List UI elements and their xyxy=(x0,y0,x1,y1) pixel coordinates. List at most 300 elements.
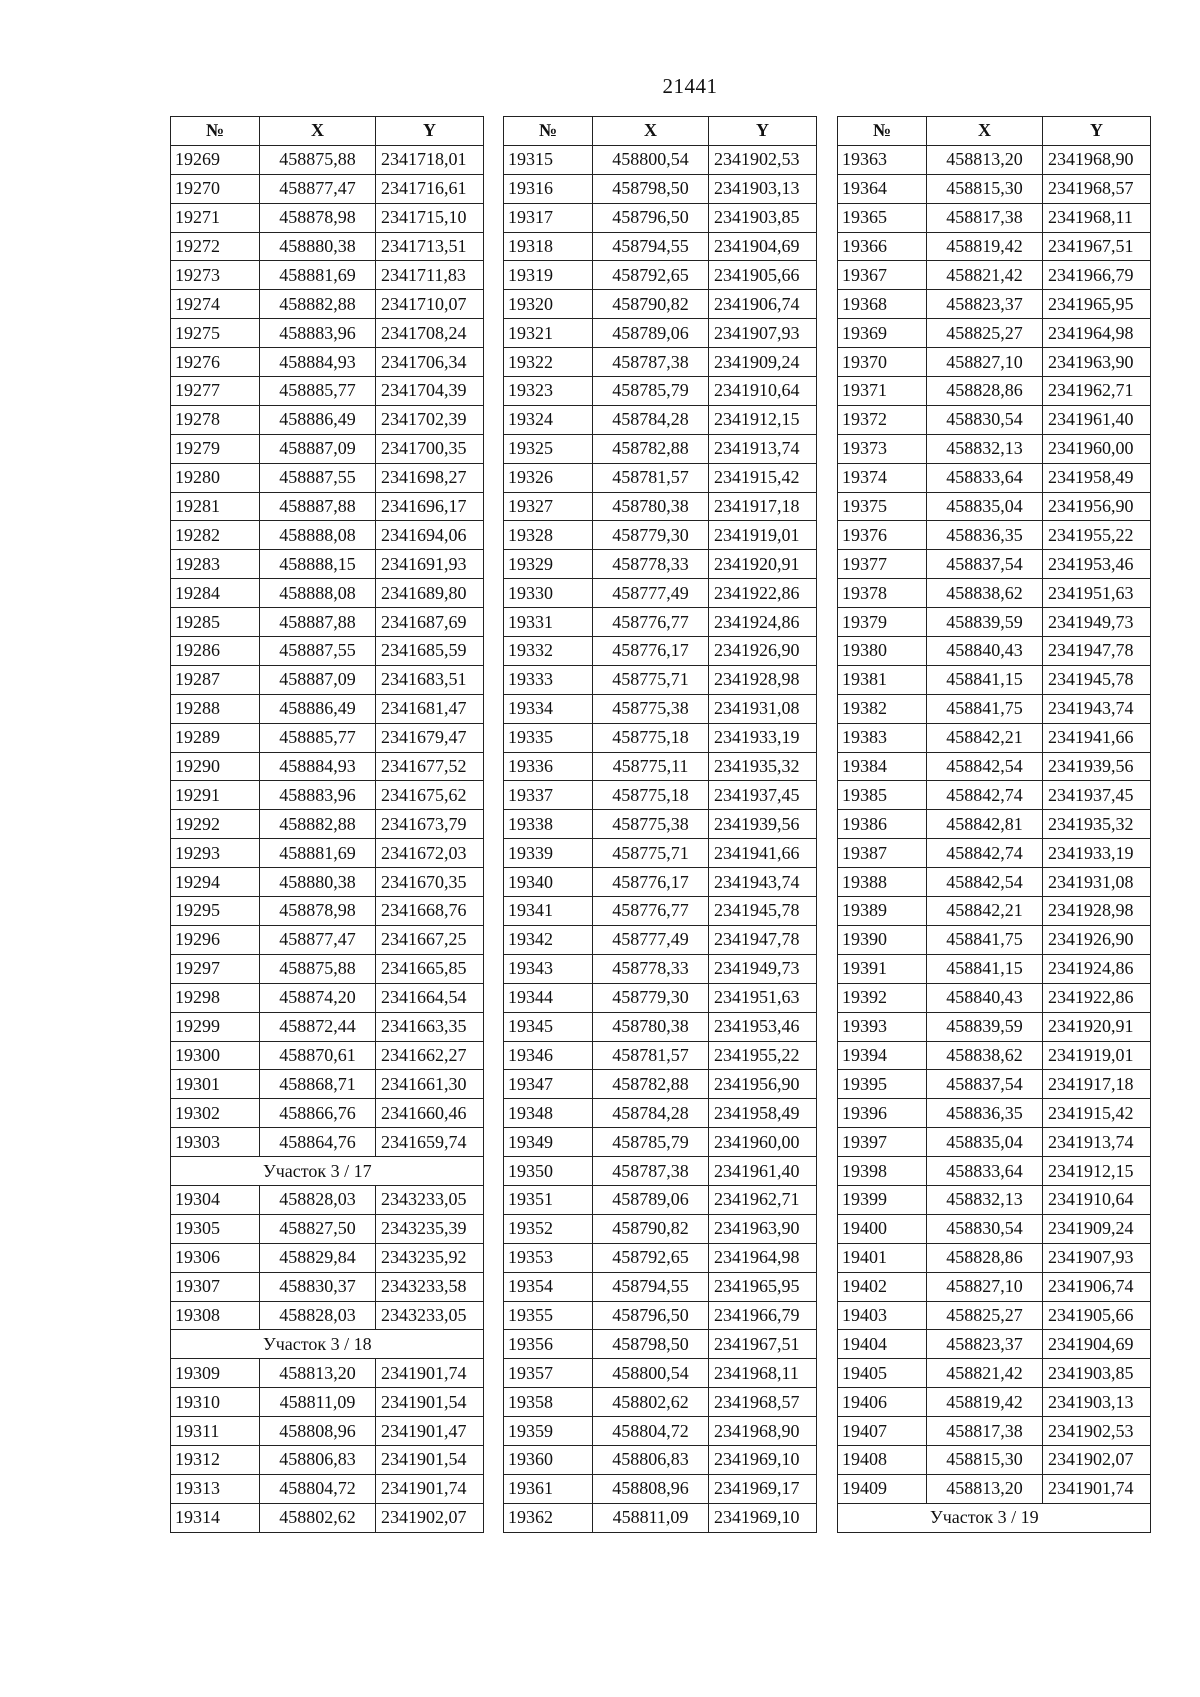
y-coordinate: 2341902,53 xyxy=(709,145,817,174)
table-row xyxy=(838,492,1151,521)
x-coordinate: 458888,08 xyxy=(260,579,376,608)
x-coordinate: 458842,81 xyxy=(927,810,1043,839)
y-coordinate: 2341953,46 xyxy=(709,1012,817,1041)
table-row xyxy=(171,1128,484,1157)
x-coordinate: 458842,54 xyxy=(927,868,1043,897)
point-number: 19272 xyxy=(171,232,260,261)
y-coordinate: 2341902,07 xyxy=(1043,1445,1151,1474)
table-row xyxy=(838,1157,1151,1186)
x-coordinate: 458827,10 xyxy=(927,1272,1043,1301)
y-coordinate: 2341924,86 xyxy=(1043,954,1151,983)
point-number: 19341 xyxy=(504,897,593,926)
x-coordinate: 458787,38 xyxy=(593,1157,709,1186)
point-number: 19284 xyxy=(171,579,260,608)
y-coordinate: 2341935,32 xyxy=(709,752,817,781)
point-number: 19295 xyxy=(171,897,260,926)
x-coordinate: 458837,54 xyxy=(927,550,1043,579)
x-coordinate: 458886,49 xyxy=(260,694,376,723)
table-row xyxy=(838,1185,1151,1214)
point-number: 19301 xyxy=(171,1070,260,1099)
y-coordinate: 2341922,86 xyxy=(1043,983,1151,1012)
point-number: 19280 xyxy=(171,463,260,492)
y-coordinate: 2341920,91 xyxy=(709,550,817,579)
table-row xyxy=(504,637,817,666)
x-coordinate: 458798,50 xyxy=(593,174,709,203)
point-number: 19302 xyxy=(171,1099,260,1128)
point-number: 19287 xyxy=(171,665,260,694)
x-coordinate: 458880,38 xyxy=(260,868,376,897)
x-coordinate: 458790,82 xyxy=(593,1214,709,1243)
point-number: 19308 xyxy=(171,1301,260,1330)
table-row xyxy=(171,550,484,579)
point-number: 19278 xyxy=(171,405,260,434)
x-coordinate: 458887,88 xyxy=(260,608,376,637)
y-coordinate: 2341956,90 xyxy=(1043,492,1151,521)
point-number: 19408 xyxy=(838,1445,927,1474)
table-row xyxy=(838,608,1151,637)
y-coordinate: 2341905,66 xyxy=(1043,1301,1151,1330)
point-number: 19319 xyxy=(504,261,593,290)
table-row xyxy=(504,1243,817,1272)
x-coordinate: 458794,55 xyxy=(593,232,709,261)
x-coordinate: 458842,21 xyxy=(927,897,1043,926)
y-coordinate: 2341912,15 xyxy=(1043,1157,1151,1186)
header-x: X xyxy=(927,117,1043,146)
y-coordinate: 2341901,47 xyxy=(376,1417,484,1446)
y-coordinate: 2341967,51 xyxy=(1043,232,1151,261)
y-coordinate: 2343235,92 xyxy=(376,1243,484,1272)
y-coordinate: 2341702,39 xyxy=(376,405,484,434)
point-number: 19355 xyxy=(504,1301,593,1330)
table-row xyxy=(171,405,484,434)
x-coordinate: 458887,88 xyxy=(260,492,376,521)
y-coordinate: 2341679,47 xyxy=(376,723,484,752)
x-coordinate: 458829,84 xyxy=(260,1243,376,1272)
point-number: 19336 xyxy=(504,752,593,781)
point-number: 19313 xyxy=(171,1474,260,1503)
y-coordinate: 2341949,73 xyxy=(709,954,817,983)
point-number: 19386 xyxy=(838,810,927,839)
table-row xyxy=(504,145,817,174)
table-row xyxy=(504,1214,817,1243)
table-row xyxy=(171,463,484,492)
x-coordinate: 458796,50 xyxy=(593,203,709,232)
x-coordinate: 458806,83 xyxy=(260,1445,376,1474)
y-coordinate: 2341969,10 xyxy=(709,1503,817,1532)
point-number: 19331 xyxy=(504,608,593,637)
point-number: 19310 xyxy=(171,1388,260,1417)
y-coordinate: 2341711,83 xyxy=(376,261,484,290)
x-coordinate: 458841,15 xyxy=(927,954,1043,983)
x-coordinate: 458775,71 xyxy=(593,665,709,694)
x-coordinate: 458817,38 xyxy=(927,203,1043,232)
point-number: 19372 xyxy=(838,405,927,434)
coordinates-table-2 xyxy=(503,116,817,1533)
y-coordinate: 2341903,13 xyxy=(1043,1388,1151,1417)
y-coordinate: 2341926,90 xyxy=(1043,925,1151,954)
point-number: 19269 xyxy=(171,145,260,174)
table-row xyxy=(838,897,1151,926)
point-number: 19290 xyxy=(171,752,260,781)
x-coordinate: 458838,62 xyxy=(927,579,1043,608)
table-row xyxy=(838,925,1151,954)
y-coordinate: 2341941,66 xyxy=(1043,723,1151,752)
point-number: 19270 xyxy=(171,174,260,203)
point-number: 19273 xyxy=(171,261,260,290)
y-coordinate: 2341956,90 xyxy=(709,1070,817,1099)
x-coordinate: 458823,37 xyxy=(927,290,1043,319)
x-coordinate: 458875,88 xyxy=(260,145,376,174)
point-number: 19404 xyxy=(838,1330,927,1359)
table-row xyxy=(504,203,817,232)
y-coordinate: 2341901,74 xyxy=(376,1359,484,1388)
point-number: 19407 xyxy=(838,1417,927,1446)
x-coordinate: 458882,88 xyxy=(260,290,376,319)
y-coordinate: 2341931,08 xyxy=(709,694,817,723)
y-coordinate: 2341961,40 xyxy=(1043,405,1151,434)
x-coordinate: 458775,11 xyxy=(593,752,709,781)
table-row xyxy=(504,925,817,954)
section-label: Участок 3 / 18 xyxy=(171,1330,484,1359)
coordinates-table-3 xyxy=(837,116,1151,1533)
table-row xyxy=(171,608,484,637)
point-number: 19281 xyxy=(171,492,260,521)
x-coordinate: 458778,33 xyxy=(593,954,709,983)
x-coordinate: 458782,88 xyxy=(593,434,709,463)
table-row xyxy=(171,348,484,377)
x-coordinate: 458827,10 xyxy=(927,348,1043,377)
table-row xyxy=(838,752,1151,781)
x-coordinate: 458779,30 xyxy=(593,521,709,550)
table-row xyxy=(838,434,1151,463)
point-number: 19306 xyxy=(171,1243,260,1272)
y-coordinate: 2341687,69 xyxy=(376,608,484,637)
table-row xyxy=(504,1272,817,1301)
y-coordinate: 2341969,17 xyxy=(709,1474,817,1503)
point-number: 19305 xyxy=(171,1214,260,1243)
x-coordinate: 458821,42 xyxy=(927,1359,1043,1388)
x-coordinate: 458842,21 xyxy=(927,723,1043,752)
header-number: № xyxy=(504,117,593,146)
point-number: 19324 xyxy=(504,405,593,434)
y-coordinate: 2341902,53 xyxy=(1043,1417,1151,1446)
point-number: 19366 xyxy=(838,232,927,261)
table-row xyxy=(838,868,1151,897)
table-row xyxy=(171,637,484,666)
table-row xyxy=(504,1041,817,1070)
table-row xyxy=(838,232,1151,261)
point-number: 19356 xyxy=(504,1330,593,1359)
x-coordinate: 458887,55 xyxy=(260,463,376,492)
point-number: 19396 xyxy=(838,1099,927,1128)
x-coordinate: 458815,30 xyxy=(927,1445,1043,1474)
table-row xyxy=(171,925,484,954)
x-coordinate: 458830,37 xyxy=(260,1272,376,1301)
table-row xyxy=(171,781,484,810)
y-coordinate: 2341960,00 xyxy=(1043,434,1151,463)
x-coordinate: 458880,38 xyxy=(260,232,376,261)
header-y: Y xyxy=(709,117,817,146)
coordinates-table-1 xyxy=(170,116,484,1533)
point-number: 19373 xyxy=(838,434,927,463)
y-coordinate: 2341910,64 xyxy=(709,377,817,406)
x-coordinate: 458874,20 xyxy=(260,983,376,1012)
x-coordinate: 458827,50 xyxy=(260,1214,376,1243)
table-row xyxy=(171,145,484,174)
y-coordinate: 2341913,74 xyxy=(1043,1128,1151,1157)
table-row xyxy=(171,174,484,203)
y-coordinate: 2341945,78 xyxy=(709,897,817,926)
y-coordinate: 2341943,74 xyxy=(709,868,817,897)
x-coordinate: 458787,38 xyxy=(593,348,709,377)
point-number: 19274 xyxy=(171,290,260,319)
y-coordinate: 2341941,66 xyxy=(709,839,817,868)
point-number: 19325 xyxy=(504,434,593,463)
x-coordinate: 458794,55 xyxy=(593,1272,709,1301)
table-row xyxy=(838,521,1151,550)
y-coordinate: 2341663,35 xyxy=(376,1012,484,1041)
point-number: 19300 xyxy=(171,1041,260,1070)
table-row xyxy=(838,145,1151,174)
y-coordinate: 2341937,45 xyxy=(709,781,817,810)
y-coordinate: 2341917,18 xyxy=(1043,1070,1151,1099)
x-coordinate: 458868,71 xyxy=(260,1070,376,1099)
y-coordinate: 2341710,07 xyxy=(376,290,484,319)
y-coordinate: 2341955,22 xyxy=(709,1041,817,1070)
y-coordinate: 2341903,13 xyxy=(709,174,817,203)
x-coordinate: 458839,59 xyxy=(927,1012,1043,1041)
table-row xyxy=(504,1445,817,1474)
x-coordinate: 458839,59 xyxy=(927,608,1043,637)
x-coordinate: 458837,54 xyxy=(927,1070,1043,1099)
table-row xyxy=(838,261,1151,290)
table-row xyxy=(838,781,1151,810)
table-row xyxy=(504,1185,817,1214)
header-y: Y xyxy=(376,117,484,146)
point-number: 19406 xyxy=(838,1388,927,1417)
y-coordinate: 2341924,86 xyxy=(709,608,817,637)
point-number: 19360 xyxy=(504,1445,593,1474)
y-coordinate: 2341933,19 xyxy=(1043,839,1151,868)
x-coordinate: 458819,42 xyxy=(927,232,1043,261)
x-coordinate: 458828,86 xyxy=(927,377,1043,406)
x-coordinate: 458825,27 xyxy=(927,319,1043,348)
y-coordinate: 2341904,69 xyxy=(1043,1330,1151,1359)
point-number: 19367 xyxy=(838,261,927,290)
x-coordinate: 458888,15 xyxy=(260,550,376,579)
x-coordinate: 458882,88 xyxy=(260,810,376,839)
x-coordinate: 458780,38 xyxy=(593,1012,709,1041)
table-row xyxy=(171,203,484,232)
x-coordinate: 458887,09 xyxy=(260,665,376,694)
y-coordinate: 2341968,57 xyxy=(1043,174,1151,203)
y-coordinate: 2341694,06 xyxy=(376,521,484,550)
table-row xyxy=(171,434,484,463)
x-coordinate: 458781,57 xyxy=(593,463,709,492)
x-coordinate: 458785,79 xyxy=(593,377,709,406)
table-row xyxy=(504,550,817,579)
y-coordinate: 2341685,59 xyxy=(376,637,484,666)
x-coordinate: 458819,42 xyxy=(927,1388,1043,1417)
y-coordinate: 2341912,15 xyxy=(709,405,817,434)
table-row xyxy=(504,579,817,608)
point-number: 19384 xyxy=(838,752,927,781)
point-number: 19314 xyxy=(171,1503,260,1532)
y-coordinate: 2341700,35 xyxy=(376,434,484,463)
point-number: 19337 xyxy=(504,781,593,810)
y-coordinate: 2341901,74 xyxy=(376,1474,484,1503)
y-coordinate: 2341933,19 xyxy=(709,723,817,752)
y-coordinate: 2341937,45 xyxy=(1043,781,1151,810)
point-number: 19347 xyxy=(504,1070,593,1099)
x-coordinate: 458778,33 xyxy=(593,550,709,579)
table-row xyxy=(838,1330,1151,1359)
x-coordinate: 458784,28 xyxy=(593,1099,709,1128)
y-coordinate: 2341683,51 xyxy=(376,665,484,694)
table-row xyxy=(171,723,484,752)
y-coordinate: 2341958,49 xyxy=(709,1099,817,1128)
table-row xyxy=(171,665,484,694)
point-number: 19322 xyxy=(504,348,593,377)
header-y: Y xyxy=(1043,117,1151,146)
y-coordinate: 2341968,57 xyxy=(709,1388,817,1417)
table-row xyxy=(171,1503,484,1532)
y-coordinate: 2341966,79 xyxy=(1043,261,1151,290)
x-coordinate: 458811,09 xyxy=(593,1503,709,1532)
point-number: 19299 xyxy=(171,1012,260,1041)
y-coordinate: 2341661,30 xyxy=(376,1070,484,1099)
y-coordinate: 2341907,93 xyxy=(1043,1243,1151,1272)
table-row xyxy=(838,1272,1151,1301)
point-number: 19326 xyxy=(504,463,593,492)
point-number: 19317 xyxy=(504,203,593,232)
y-coordinate: 2341943,74 xyxy=(1043,694,1151,723)
header-x: X xyxy=(593,117,709,146)
table-header-row xyxy=(504,117,817,146)
point-number: 19285 xyxy=(171,608,260,637)
point-number: 19346 xyxy=(504,1041,593,1070)
x-coordinate: 458870,61 xyxy=(260,1041,376,1070)
y-coordinate: 2341704,39 xyxy=(376,377,484,406)
x-coordinate: 458832,13 xyxy=(927,1185,1043,1214)
x-coordinate: 458808,96 xyxy=(260,1417,376,1446)
table-row xyxy=(838,1359,1151,1388)
point-number: 19315 xyxy=(504,145,593,174)
y-coordinate: 2341904,69 xyxy=(709,232,817,261)
x-coordinate: 458878,98 xyxy=(260,203,376,232)
point-number: 19389 xyxy=(838,897,927,926)
y-coordinate: 2341673,79 xyxy=(376,810,484,839)
y-coordinate: 2341668,76 xyxy=(376,897,484,926)
y-coordinate: 2341910,64 xyxy=(1043,1185,1151,1214)
x-coordinate: 458872,44 xyxy=(260,1012,376,1041)
point-number: 19334 xyxy=(504,694,593,723)
table-row xyxy=(171,1243,484,1272)
x-coordinate: 458830,54 xyxy=(927,405,1043,434)
table-row xyxy=(504,1474,817,1503)
point-number: 19403 xyxy=(838,1301,927,1330)
point-number: 19401 xyxy=(838,1243,927,1272)
header-number: № xyxy=(171,117,260,146)
table-row xyxy=(504,521,817,550)
point-number: 19286 xyxy=(171,637,260,666)
table-row xyxy=(171,1445,484,1474)
table-row xyxy=(504,1070,817,1099)
table-row xyxy=(171,839,484,868)
y-coordinate: 2341913,74 xyxy=(709,434,817,463)
y-coordinate: 2341935,32 xyxy=(1043,810,1151,839)
y-coordinate: 2341960,00 xyxy=(709,1128,817,1157)
x-coordinate: 458813,20 xyxy=(927,145,1043,174)
x-coordinate: 458775,38 xyxy=(593,810,709,839)
y-coordinate: 2341901,74 xyxy=(1043,1474,1151,1503)
table-row xyxy=(171,1070,484,1099)
y-coordinate: 2341672,03 xyxy=(376,839,484,868)
point-number: 19279 xyxy=(171,434,260,463)
point-number: 19311 xyxy=(171,1417,260,1446)
y-coordinate: 2341922,86 xyxy=(709,579,817,608)
x-coordinate: 458802,62 xyxy=(593,1388,709,1417)
table-row xyxy=(171,492,484,521)
x-coordinate: 458838,62 xyxy=(927,1041,1043,1070)
x-coordinate: 458828,86 xyxy=(927,1243,1043,1272)
y-coordinate: 2341906,74 xyxy=(709,290,817,319)
x-coordinate: 458796,50 xyxy=(593,1301,709,1330)
point-number: 19348 xyxy=(504,1099,593,1128)
point-number: 19391 xyxy=(838,954,927,983)
table-row xyxy=(504,290,817,319)
x-coordinate: 458842,54 xyxy=(927,752,1043,781)
point-number: 19291 xyxy=(171,781,260,810)
page-number: 21441 xyxy=(662,74,718,98)
table-row xyxy=(838,348,1151,377)
point-number: 19307 xyxy=(171,1272,260,1301)
table-row xyxy=(838,203,1151,232)
table-row xyxy=(171,1214,484,1243)
point-number: 19275 xyxy=(171,319,260,348)
point-number: 19374 xyxy=(838,463,927,492)
x-coordinate: 458883,96 xyxy=(260,319,376,348)
x-coordinate: 458775,18 xyxy=(593,723,709,752)
point-number: 19294 xyxy=(171,868,260,897)
point-number: 19282 xyxy=(171,521,260,550)
x-coordinate: 458842,74 xyxy=(927,839,1043,868)
point-number: 19289 xyxy=(171,723,260,752)
x-coordinate: 458840,43 xyxy=(927,983,1043,1012)
y-coordinate: 2341965,95 xyxy=(709,1272,817,1301)
table-row xyxy=(504,1388,817,1417)
x-coordinate: 458776,17 xyxy=(593,868,709,897)
table-row xyxy=(838,637,1151,666)
x-coordinate: 458776,17 xyxy=(593,637,709,666)
point-number: 19298 xyxy=(171,983,260,1012)
point-number: 19357 xyxy=(504,1359,593,1388)
point-number: 19351 xyxy=(504,1185,593,1214)
point-number: 19304 xyxy=(171,1185,260,1214)
point-number: 19283 xyxy=(171,550,260,579)
table-row xyxy=(504,868,817,897)
table-row xyxy=(504,1330,817,1359)
y-coordinate: 2341967,51 xyxy=(709,1330,817,1359)
x-coordinate: 458781,57 xyxy=(593,1041,709,1070)
y-coordinate: 2341945,78 xyxy=(1043,665,1151,694)
x-coordinate: 458782,88 xyxy=(593,1070,709,1099)
table-row xyxy=(504,1417,817,1446)
table-row xyxy=(504,232,817,261)
y-coordinate: 2341660,46 xyxy=(376,1099,484,1128)
x-coordinate: 458881,69 xyxy=(260,261,376,290)
point-number: 19380 xyxy=(838,637,927,666)
